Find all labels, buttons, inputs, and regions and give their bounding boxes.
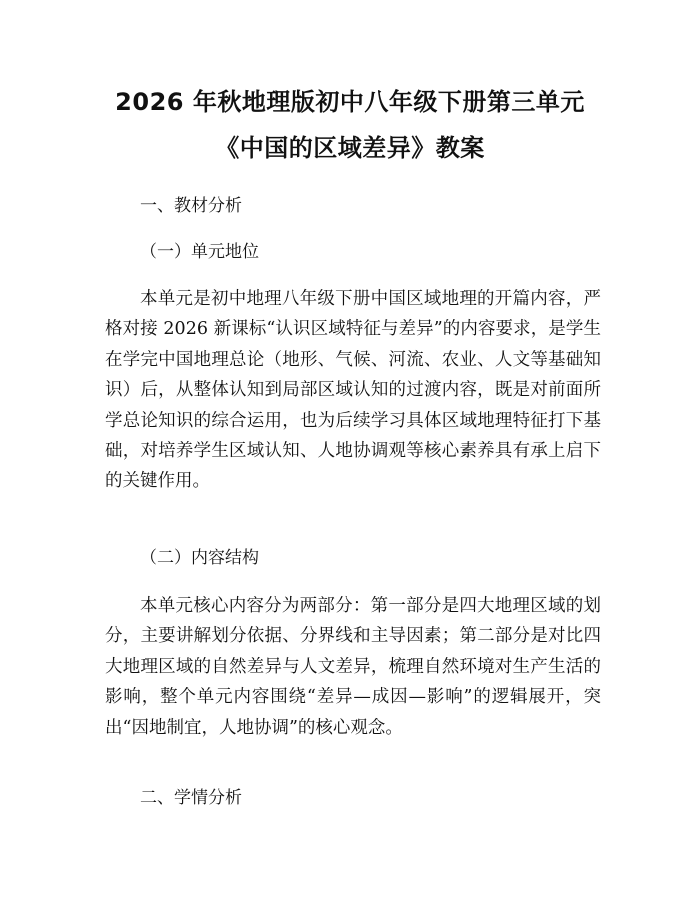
subsection-heading-content-structure: （二）内容结构 <box>140 548 259 568</box>
paragraph-unit-position: 本单元是初中地理八年级下册中国区域地理的开篇内容，严格对接 2026 新课标“认识区域特征与差异”的内容要求，是学生在学完中国地理总论（地形、气候、河流、农业、人文等基础知识）后，从整体认知到局部区域认知的过渡内容，既是对前面所学总论知识的综合运用，也为后续学习具体区域地理特征打下基础，对培养学生区域认知、人地协调观等核心素养具有承上启下的关键作用。 <box>105 289 601 492</box>
document-title-line-1: 2026 年秋地理版初中八年级下册第三单元 <box>115 88 585 116</box>
document-title-line-2: 《中国的区域差异》教案 <box>215 134 485 162</box>
section-heading-learner-analysis: 二、学情分析 <box>140 788 242 808</box>
paragraph-content-structure: 本单元核心内容分为两部分：第一部分是四大地理区域的划分，主要讲解划分依据、分界线和主导因素；第二部分是对比四大地理区域的自然差异与人文差异，梳理自然环境对生产生活的影响，整个单元内容围绕“差异—成因—影响”的逻辑展开，突出“因地制宜，人地协调”的核心观念。 <box>105 596 601 738</box>
section-heading-textbook-analysis: 一、教材分析 <box>140 196 242 216</box>
subsection-heading-unit-position: （一）单元地位 <box>140 242 259 262</box>
